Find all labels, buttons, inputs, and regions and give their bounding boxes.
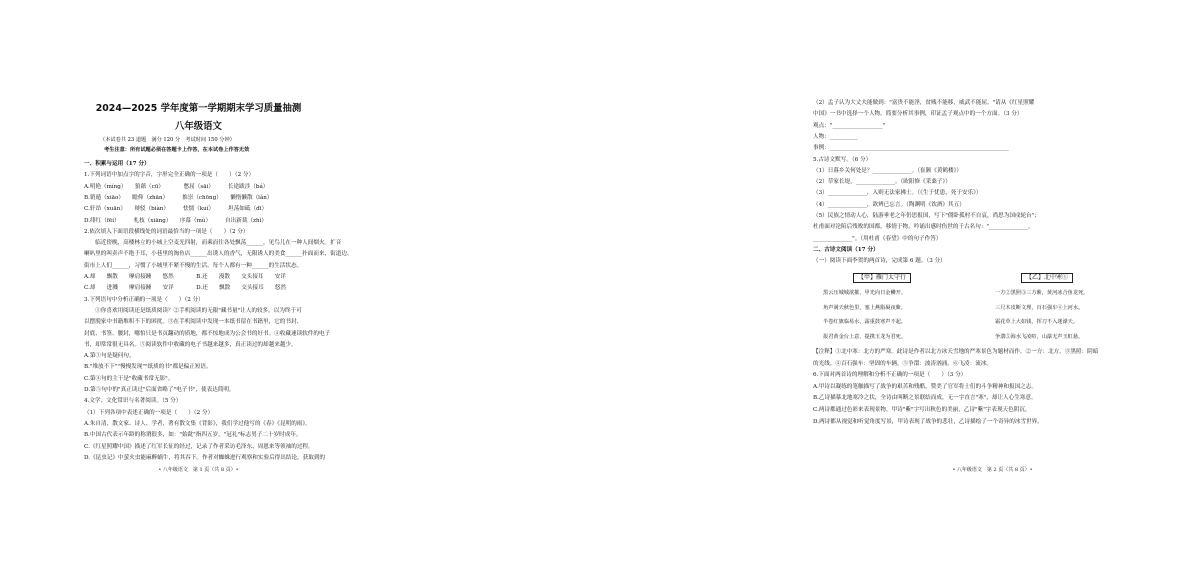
text-line: A.甲诗以凝练的笔触描写了战争的艰苦和残酷，赞美了官军将士们的斗争精神和报国之志。	[813, 383, 1037, 390]
text-line: D.《昆虫记》中萤火虫能麻醉蜗牛，将其吞下。作者对蜘蛛进行观察和实验后得出结论，获取到的	[84, 454, 326, 461]
poem-a-title: 【甲】雁门太守行	[853, 273, 911, 283]
text-line: 书，却常常很无具名。⑤阅读软件中收藏的电子书越来越多，真正读过的却越来越少。	[84, 341, 297, 348]
text-line: C.却 进溅 摩肩接踵 安详 D.还 飘散 交头接耳 悠然	[84, 285, 287, 292]
text-line: 事例：________________________________________________________________	[813, 145, 1009, 152]
poem-a-line: 黑云压城城欲摧，甲光向日金鳞开。	[823, 290, 907, 296]
exam-title: 2024—2025 学年度第一学期期末学习质量抽测	[95, 103, 302, 114]
text-line: A.明艳（míng） 狼藉（cū） 憋屈（sāi） 长途跋涉（bá）	[84, 183, 269, 190]
text-line: 喇叭里的叫卖声不绝于耳，小巷里的淘鱼店______出诱人的香气，无限诱人的美食______扑面而来，街道边、	[84, 251, 353, 258]
text-line: ①你喜欢用阅读还是纸质阅读？②手机阅读的无限"藏书量"让人的较多，以为终于可	[84, 307, 302, 314]
text-line: A.朱自清，散文家、诗人、学者，著有散文集《背影》，我们学过他写的《春》《昆明的雨》。	[84, 420, 311, 427]
text-line: 1.下列词语中加点字的字音，字形完全正确的一项是（ ）（2 分）	[84, 172, 255, 179]
text-line: （4）______________，欲辨已忘言。（陶渊明《饮酒》其五）	[813, 201, 965, 208]
poem-b-line: 霜花草上大如钱，挥刀不入迷濛天。	[995, 319, 1079, 325]
text-line: C.轩昂（xuān） 辩驳（biàn） 怯懦（kuí） 坦荡如砥（dī）	[84, 206, 268, 213]
page-2-footer: • 八年级语文 第 2 页（共 8 页）•	[952, 467, 1033, 473]
text-line: （3）______________，入则无法家拂士。（《生于忧患，死于安乐》）	[813, 190, 982, 197]
poem-a-line: 半卷红旗临易水，霜重鼓寒声不起。	[823, 319, 907, 325]
text-line: 以摆脱家中书籍堆积不下的困扰。③在手机阅读中发现一本纸书留在书籍里，它的书封、	[84, 319, 303, 326]
poem-b-line: 一方②黑照③三方紫，黄河冰合鱼龙死。	[995, 290, 1089, 296]
exam-notice: 考生注意：所有试题必须在答题卡上作答，在本试卷上作答无效	[104, 147, 250, 153]
poem-a-line: 角声满天秋色里，塞上燕脂凝夜紫。	[823, 304, 907, 311]
text-line: A.第①句是疑问句。	[84, 353, 135, 360]
text-line: 二、古诗文阅读（17 分）	[813, 246, 879, 253]
text-line: D.两诗都从视觉和听觉角度写景，甲诗表现了战争的悲壮，乙诗描绘了一个奇异的冰雪世界。	[813, 418, 1043, 425]
text-line: 封底、书签、腰封，哪怕只是书页翻动的质地，都不惊地成为公会书的好书。④收藏速读软件的电子	[84, 330, 331, 337]
text-line: 5.古诗文默写。（6 分）	[813, 156, 872, 163]
poem-b-title: 【乙】北中寒①	[1021, 273, 1073, 283]
text-line: 观点："__________________"	[813, 122, 886, 129]
text-line: 2.依次填入下面语段横线处的词语最恰当的一项是（ ）（2 分）	[84, 228, 249, 235]
text-line: 3.下列语句中分析正确的一项是（ ）（2 分）	[84, 296, 204, 303]
text-line: （1）日暮乡关何处是？______________。（崔颢《黄鹤楼》）	[813, 167, 962, 174]
text-line: 4.文学、文化常识与名著阅读。（5 分）	[84, 398, 182, 405]
text-line: C.两诗都通过色彩来表现景物，甲诗"紫"字写出秋色的美丽，乙诗"紫"字表现天色阴沉。	[813, 407, 1031, 413]
text-line: B.中国古代表示年龄的称谓很多，如："始龀"指四五岁，"冠礼"标志男子二十岁时成年。	[84, 432, 302, 439]
text-line: （2）孟子认为大丈夫能做到："富贵不能淫，贫贱不能移，威武不能屈。"请从《红星照耀	[813, 100, 1035, 106]
text-line: （5）民族之情动人心，陆游垂老之年仍思报国，写下"僵卧孤村不自哀，尚思为国戍轮台"；	[813, 213, 1040, 219]
text-line: 【注释】①北中寒：北方的严寒。此诗是作者以北方冰天雪地的严寒景色为题材而作。②一方：北方。③黑照：阴暗	[813, 349, 1099, 355]
text-line: （1）下列各项中表述正确的一项是（ ）（2 分）	[84, 409, 214, 416]
exam-page-1	[0, 0, 397, 561]
text-line: D.第⑤句中的"真正读过"后面省略了"电子书"，使表达简明。	[84, 387, 235, 393]
poem-b-line: 争澴⑤海水飞凌喧，山瀑无声玉虹悬。	[995, 333, 1084, 340]
text-line: A.却 飘散 摩肩接踵 悠然 B.还 漫散 交头接耳 安详	[84, 274, 286, 280]
text-line: C.《红星照耀中国》描述了红军长征的经过，记录了作者采访毛泽东、周恩来等领袖的过程。	[84, 443, 314, 450]
text-line: 人物：__________	[813, 133, 858, 140]
text-line: （2）草家长堤，______________。（欧阳修《采桑子》）	[813, 179, 951, 186]
page-1-footer: • 八年级语文 第 1 页（共 8 页）•	[158, 467, 239, 473]
text-line: 一、积累与运用（17 分）	[84, 161, 150, 167]
exam-subtitle: 八年级语文	[175, 121, 222, 132]
text-line: D.绯红（fēi） 札枝（xiāng） 序幕（mù） 自出新裁（zhì）	[84, 217, 267, 224]
text-line: 的光线。④百石强车：坚固的车辆。⑤争澴：波涛汹涌。⑥飞凌：流冰。	[813, 360, 993, 367]
text-line: 6.下面对两首诗的理解和分析不正确的一项是（ ）（3 分）	[813, 372, 967, 379]
text-line: B.乙诗描摹北地寒冷之状，全诗由叫断之景联结而成，无一字直言"寒"，却让人心生寒意。	[813, 395, 1037, 402]
text-line: 杜甫面对沦陷后残败的国都，移情于物，吟诵出感时伤世的千古名句："______________，	[813, 224, 1034, 231]
exam-info: （本试卷共 23 道题 满分 120 分 考试时间 150 分钟）	[100, 137, 235, 143]
text-line: 中国》一书中选择一个人物，简要分析其事例，印证孟子观点中的一个方面。（3 分）	[813, 111, 1023, 118]
text-line: （一）阅读下面李贺的两首诗，完成第 6 题。（3 分）	[813, 258, 946, 265]
text-line: ______________"。（用杜甫《春望》中的句子作答）	[813, 235, 942, 242]
exam-page-2	[397, 0, 1099, 561]
text-line: 街市上人们______，习惯了小城里不紧不慢的生活，每个人都有一种______的生活状态。	[84, 262, 303, 269]
text-line: 临近傍晚，高楼林立的小城上空麦光四射，而乘而往各处飘荡______，见鸟儿在一种人间烟火。扩音	[84, 240, 342, 247]
text-line: C.第④句的主干是"收藏书常无影"。	[84, 375, 174, 382]
poem-a-line: 报君黄金台上意，提携玉龙为君死。	[823, 333, 907, 340]
text-line: B.销遁（xiāo） 瞻仰（zhān） 推崇（chōng） 懒惰懒散（lǎn）	[84, 194, 273, 201]
text-line: B."堆放不下""慢慢发现""纸质的书"都是偏正短语。	[84, 364, 212, 371]
poem-b-line: 三尺木皮断文理，百石强车④上河水。	[995, 304, 1084, 311]
